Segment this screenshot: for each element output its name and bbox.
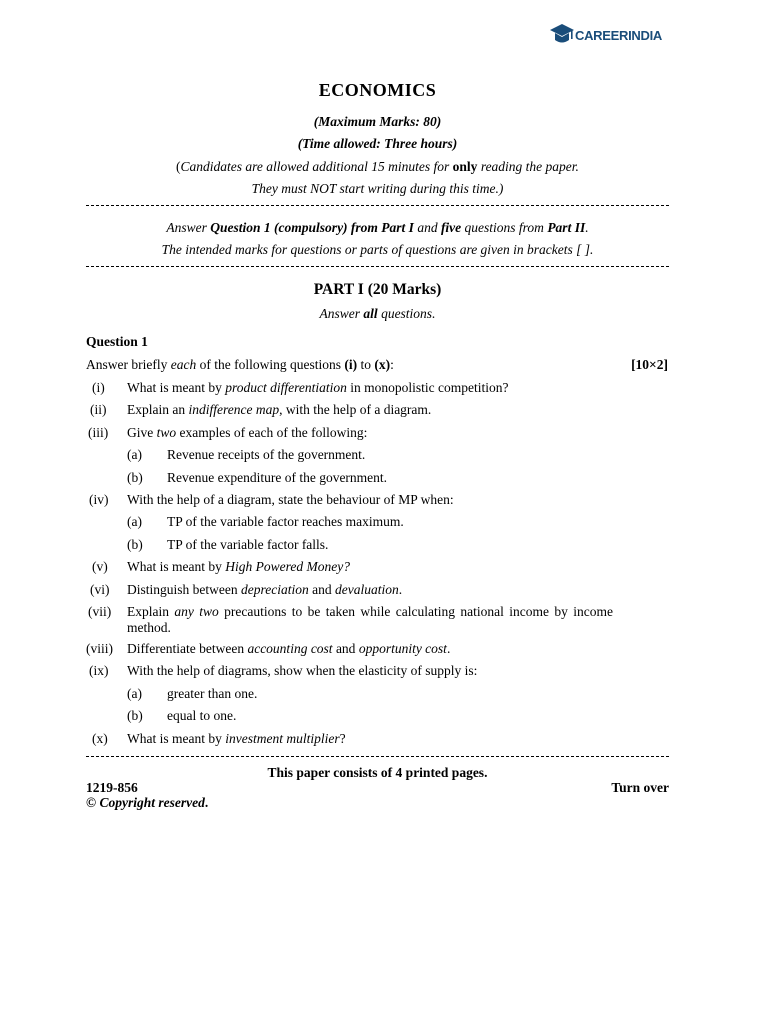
divider — [86, 266, 669, 267]
max-marks: (Maximum Marks: 80) — [313, 114, 442, 129]
sub-item-label: (b) — [127, 470, 143, 485]
sub-item: TP of the variable factor reaches maximum. — [167, 514, 404, 529]
copyright: © Copyright reserved. — [86, 795, 209, 810]
sub-item-label: (a) — [127, 686, 142, 701]
divider — [86, 756, 669, 757]
candidate-note-line2: They must NOT start writing during this time.) — [251, 181, 504, 196]
question-item: What is meant by investment multiplier? — [127, 731, 346, 746]
question-item: Distinguish between depreciation and devaluation. — [127, 582, 403, 597]
item-number: (iv) — [89, 492, 109, 507]
question-item: Explain an indifference map, with the help of a diagram. — [127, 402, 432, 417]
question-item: With the help of diagrams, show when the elasticity of supply is: — [127, 663, 478, 678]
sub-item-label: (a) — [127, 447, 142, 462]
sub-item: Revenue receipts of the government. — [167, 447, 366, 462]
paper-code: 1219-856 — [86, 780, 138, 795]
part-title: PART I (20 Marks) — [313, 281, 442, 298]
question-item: Explain any two precautions to be taken while calculating national income by income method. — [127, 604, 614, 635]
item-number: (x) — [92, 731, 108, 746]
page-count-note: This paper consists of 4 printed pages. — [267, 765, 488, 780]
sub-item-label: (b) — [127, 537, 143, 552]
sub-item: equal to one. — [167, 708, 237, 723]
item-number: (i) — [92, 380, 105, 395]
item-number: (viii) — [86, 641, 113, 656]
item-number: (ix) — [89, 663, 109, 678]
item-number: (ii) — [90, 402, 107, 417]
part-subtitle: Answer all questions. — [319, 306, 436, 321]
question-item: What is meant by product differentiation in monopolistic competition? — [127, 380, 509, 395]
sub-item-label: (b) — [127, 708, 143, 723]
item-number: (vii) — [88, 604, 112, 619]
paper-title: ECONOMICS — [318, 80, 437, 100]
item-number: (v) — [92, 559, 108, 574]
question-item: Differentiate between accounting cost and opportunity cost. — [127, 641, 451, 656]
question-label: Question 1 — [86, 334, 148, 349]
sub-item: TP of the variable factor falls. — [167, 537, 329, 552]
question-instruction: Answer briefly each of the following questions (i) to (x): — [86, 357, 394, 372]
candidate-note-line1: (Candidates are allowed additional 15 minutes for only reading the paper. — [176, 159, 579, 174]
divider — [86, 205, 669, 206]
instructions-line2: The intended marks for questions or parts of questions are given in brackets [ ]. — [161, 242, 594, 257]
question-item: Give two examples of each of the following: — [127, 425, 368, 440]
careerindia-logo — [549, 20, 661, 50]
sub-item-label: (a) — [127, 514, 142, 529]
item-number: (iii) — [88, 425, 109, 440]
question-item: With the help of a diagram, state the behaviour of MP when: — [127, 492, 454, 507]
item-number: (vi) — [90, 582, 110, 597]
time-allowed: (Time allowed: Three hours) — [297, 136, 458, 151]
instructions-line1: Answer Question 1 (compulsory) from Part I and five questions from Part II. — [166, 220, 589, 235]
graduation-cap-icon — [549, 22, 575, 48]
logo-text: CAREERINDIA — [575, 28, 662, 43]
marks-allocation: [10×2] — [631, 357, 668, 372]
sub-item: Revenue expenditure of the government. — [167, 470, 388, 485]
question-item: What is meant by High Powered Money? — [127, 559, 350, 574]
turn-over: Turn over — [611, 780, 669, 795]
sub-item: greater than one. — [167, 686, 258, 701]
